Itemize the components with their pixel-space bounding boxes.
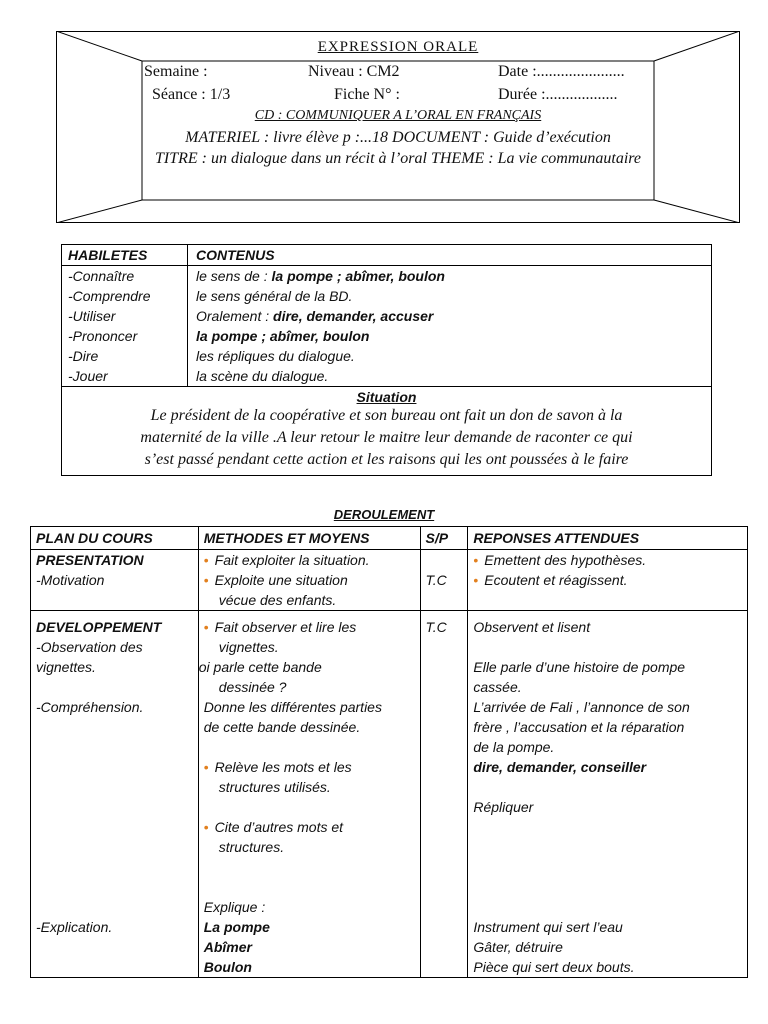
reponse-item: Gâter, détruire [473, 939, 563, 955]
plan-cell [31, 611, 199, 978]
section-label: PRESENTATION [36, 552, 144, 568]
table-row [62, 346, 711, 366]
contenu-text: le sens de : [196, 268, 272, 284]
sp-cell [420, 611, 468, 978]
reponses-cell [468, 611, 748, 978]
plan-step: -Motivation [36, 572, 105, 588]
plan-step: -Compréhension. [36, 699, 144, 715]
developpement-row [31, 611, 748, 978]
reponse-item: • Ecoutent et réagissent. [473, 570, 742, 590]
contenu-bold: la pompe ; abîmer, boulon [271, 268, 445, 284]
seance-label: Séance : 1/3 [152, 86, 231, 103]
reponse-item: de la pompe. [473, 739, 555, 755]
situation-line: s’est passé pendant cette action et les raisons qui les ont poussées à le faire [144, 451, 629, 468]
habilete-cell: -Jouer [62, 366, 188, 386]
plan-cell [31, 550, 199, 611]
deroulement-header-row [31, 527, 748, 550]
table-row [62, 286, 711, 306]
vocab-word: Abîmer [203, 939, 252, 955]
frame-lines [56, 31, 740, 223]
habiletes-header-row [62, 245, 711, 266]
lesson-title: EXPRESSION ORALE [317, 39, 479, 55]
presentation-row [31, 550, 748, 611]
plan-step: -Explication. [36, 919, 113, 935]
table-row [62, 306, 711, 326]
semaine-label: Semaine : [144, 63, 208, 80]
table-row [62, 366, 711, 386]
sp-col-header: S/P [420, 527, 468, 550]
plan-col-header: PLAN DU COURS [31, 527, 199, 550]
deroulement-title: DEROULEMENT [333, 507, 435, 522]
reponse-item: dire, demander, conseiller [473, 759, 647, 775]
contenu-bold: dire, demander, accuser [273, 308, 434, 324]
contenu-text: les répliques du dialogue. [196, 348, 355, 364]
table-row [62, 266, 711, 286]
duree-label: Durée :.................. [498, 86, 618, 103]
contenu-text: Oralement : [196, 308, 274, 324]
methode-item: • Relève les mots et les [204, 757, 415, 777]
contenu-cell [188, 306, 711, 326]
titre-line: TITRE : un dialogue dans un récit à l’oral THEME : La vie communautaire [154, 150, 642, 167]
reponse-item: cassée. [473, 679, 522, 695]
methode-item-cont: structures. [218, 839, 285, 855]
sp-value: T.C [425, 619, 447, 635]
date-label: Date :...................... [498, 63, 625, 80]
methode-item: Donne les différentes parties [203, 699, 382, 715]
methode-item: • Cite d’autres mots et [204, 817, 415, 837]
methode-item-cont: structures utilisés. [218, 779, 331, 795]
contenus-col-header: CONTENUS [196, 247, 275, 263]
methode-item: Explique : [203, 899, 266, 915]
vocab-word: La pompe [203, 919, 270, 935]
materiel-line: MATERIEL : livre élève p :...18 DOCUMENT : Guide d’exécution [185, 129, 611, 146]
reponse-item: Pièce qui sert deux bouts. [473, 959, 635, 975]
situation-line: Le président de la coopérative et son bureau ont fait un don de savon à la [150, 407, 623, 424]
methode-item-cont: vignettes. [218, 639, 279, 655]
contenu-cell [188, 366, 711, 386]
reponse-item: L’arrivée de Fali , l’annonce de son [473, 699, 690, 715]
niveau-label: Niveau : CM2 [308, 63, 400, 80]
situation-title: Situation [356, 389, 417, 405]
plan-step: -Observation des [36, 639, 143, 655]
cd-line: CD : COMMUNIQUER A L’ORAL EN FRANÇAIS [254, 108, 542, 123]
contenu-text: le sens général de la BD. [196, 288, 353, 304]
contenu-cell [188, 346, 711, 366]
sp-cell [420, 550, 468, 611]
methode-item-cont: de cette bande dessinée. [203, 719, 361, 735]
plan-step: vignettes. [36, 659, 96, 675]
situation-line: maternité de la ville .A leur retour le maitre leur demande de raconter ce qui [140, 429, 633, 446]
methodes-col-header: METHODES ET MOYENS [198, 527, 420, 550]
contenu-text: la scène du dialogue. [196, 368, 329, 384]
reponse-item: Répliquer [473, 799, 534, 815]
reponse-item: Instrument qui sert l’eau [473, 919, 623, 935]
habilete-cell: -Dire [62, 346, 188, 366]
methode-item-cont: dessinée ? [218, 679, 287, 695]
habilete-cell: -Utiliser [62, 306, 188, 326]
habilete-cell: -Prononcer [62, 326, 188, 346]
methode-item-cont: vécue des enfants. [218, 592, 337, 608]
reponse-item: Observent et lisent [473, 619, 591, 635]
contenu-bold: la pompe ; abîmer, boulon [196, 328, 370, 344]
methode-item: • Fait observer et lire les [204, 617, 415, 637]
header-frame [56, 31, 740, 223]
deroulement-table [30, 526, 748, 978]
fiche-label: Fiche N° : [334, 86, 400, 103]
reponses-cell [468, 550, 748, 611]
methode-item: oi parle cette bande [198, 659, 322, 675]
methodes-cell [198, 550, 420, 611]
contenu-cell [188, 266, 711, 286]
contenu-cell [188, 286, 711, 306]
contenu-cell [188, 326, 711, 346]
methode-item: • Fait exploiter la situation. [204, 550, 415, 570]
table-row [62, 326, 711, 346]
reponses-col-header: REPONSES ATTENDUES [468, 527, 748, 550]
reponse-item: frère , l’accusation et la réparation [473, 719, 685, 735]
reponse-item: • Emettent des hypothèses. [473, 550, 742, 570]
section-label: DEVELOPPEMENT [36, 619, 162, 635]
methodes-cell [198, 611, 420, 978]
habilete-cell: -Comprendre [62, 286, 188, 306]
habilete-cell: -Connaître [62, 266, 188, 286]
situation-block [62, 386, 711, 475]
vocab-word: Boulon [203, 959, 252, 975]
reponse-item: Elle parle d’une histoire de pompe [473, 659, 686, 675]
sp-value: T.C [425, 572, 447, 588]
methode-item: • Exploite une situation [204, 570, 415, 590]
habiletes-col-header: HABILETES [62, 245, 188, 265]
habiletes-table [61, 244, 712, 476]
